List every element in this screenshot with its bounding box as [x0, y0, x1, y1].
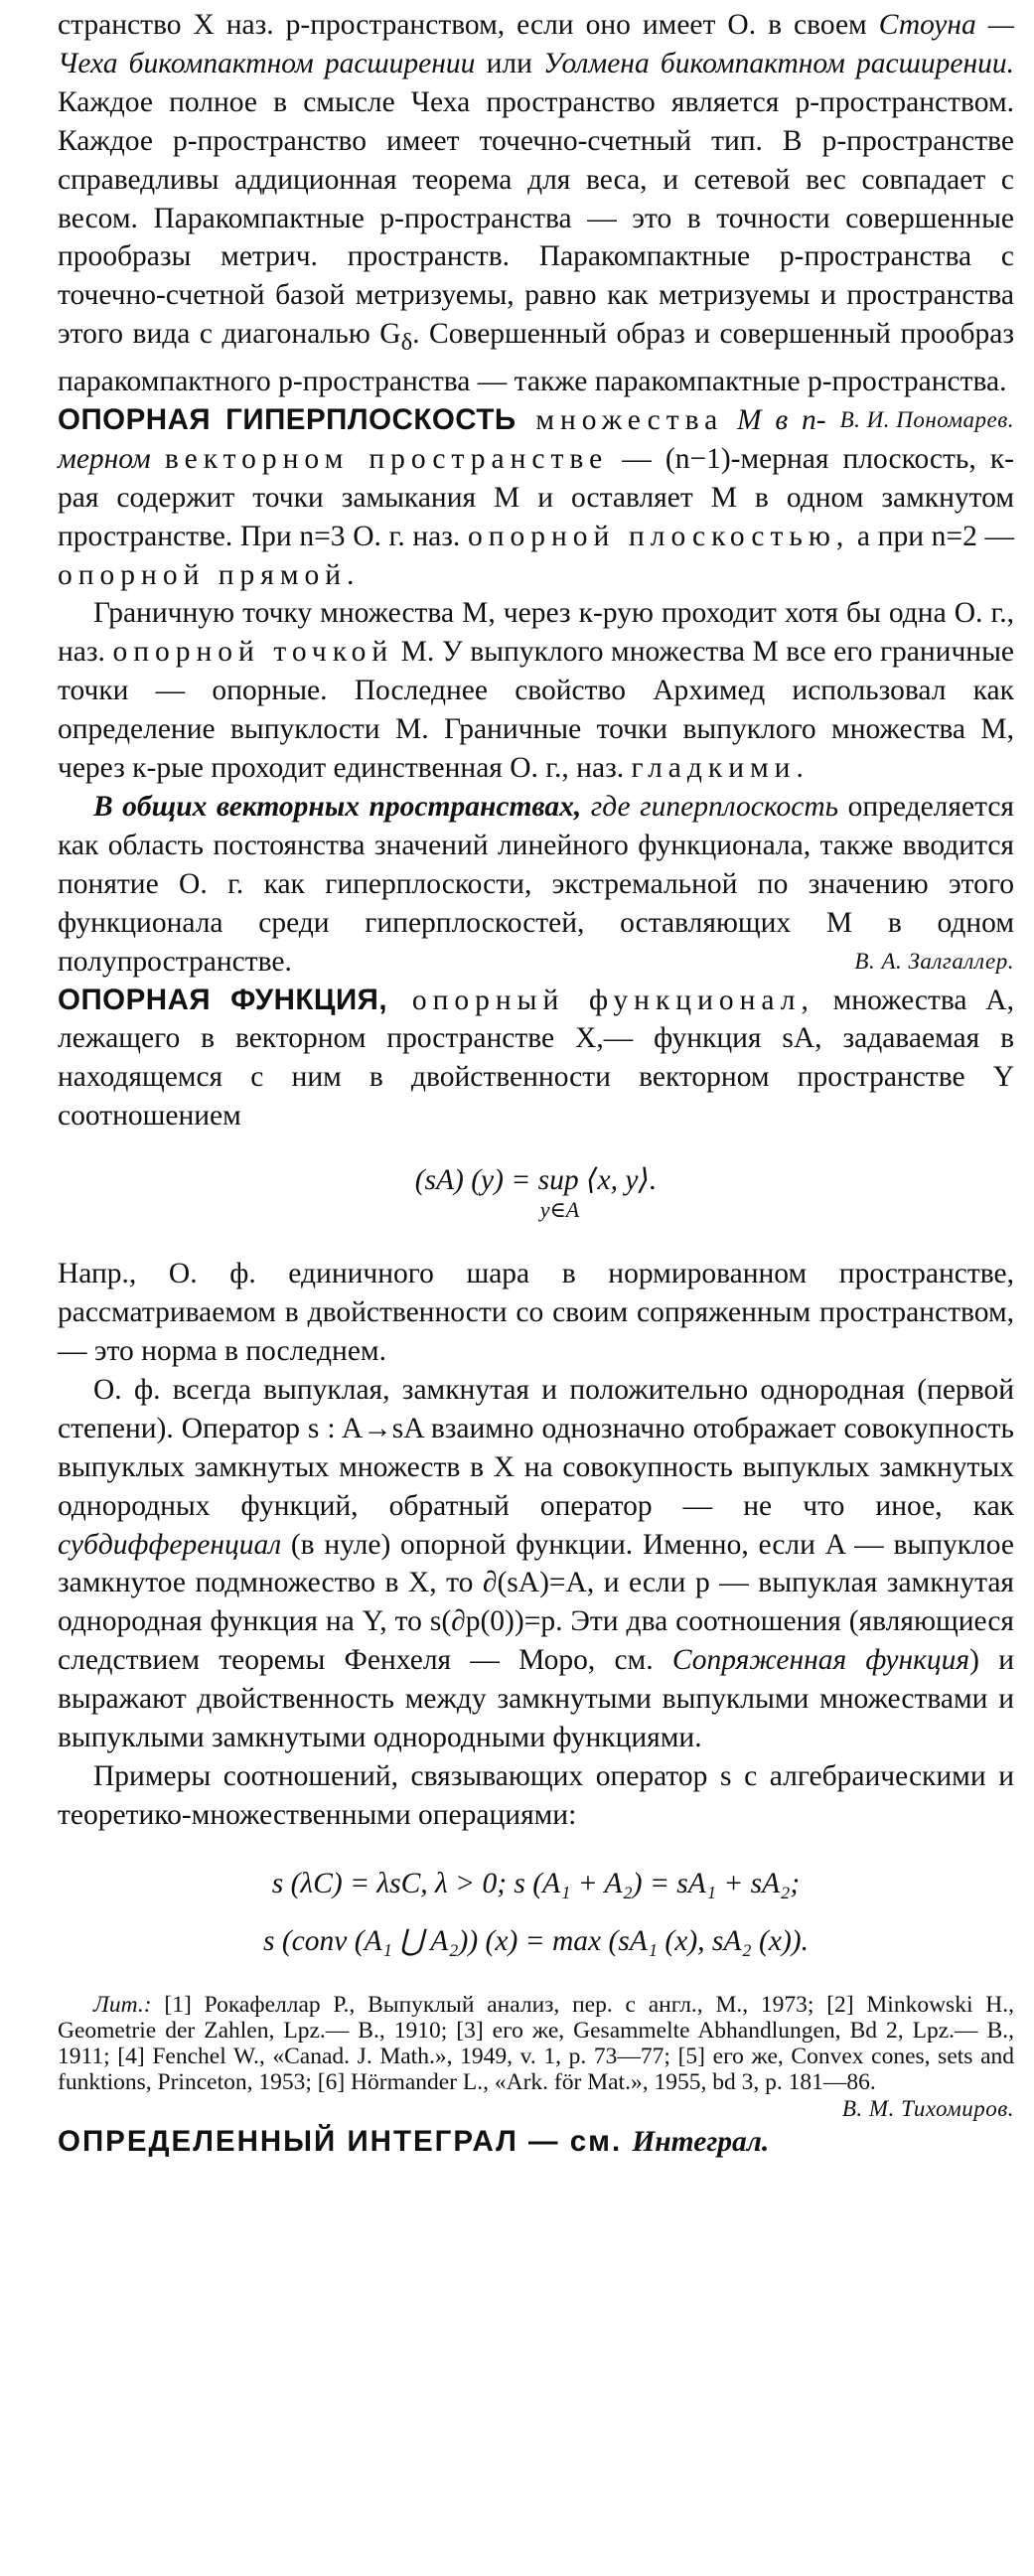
- text-run: множества A, лежащего в векторном пространстве X,— функция sA, задаваемая в находящемся с ним в двойственности векторном пространстве Y соотношением: [58, 984, 1014, 1133]
- spaced-text: векторном пространстве: [164, 442, 609, 475]
- paragraph: [58, 788, 1014, 982]
- cross-reference[interactable]: Интеграл.: [632, 2125, 770, 2158]
- spaced-text: опорной плоскостью,: [467, 520, 850, 552]
- text-run: Примеры соотношений, связывающих оператор s с алгебраическими и теоретико-множественными операциями:: [58, 1759, 1014, 1831]
- formula: s (conv (A₁ ⋃ A₂)) (x) = max (sA₁ (x), sA₂ (x)).: [263, 1924, 809, 1957]
- spaced-text: гладкими.: [631, 752, 810, 785]
- emphasis: В общих векторных пространствах,: [93, 791, 582, 824]
- paragraph: [58, 1757, 1014, 1835]
- text-run: — (n−1)-мерная плоскость, к-рая содержит точки замыкания M и оставляет M в одном замкнутом пространстве. При n=3 О. г. наз.: [58, 442, 1014, 552]
- text-run: а при n=2 —: [849, 520, 1014, 552]
- bibliography: [58, 1991, 1014, 2121]
- author-signature: В. А. Залгаллер.: [854, 948, 1014, 974]
- cross-reference[interactable]: Стоуна — Чеха бикомпактном расширении: [58, 9, 1014, 79]
- paragraph: [58, 1255, 1014, 1371]
- formula-examples: [58, 1855, 1014, 1970]
- bibliography-text: [1] Рокафеллар Р., Выпуклый анализ, пер. с англ., М., 1973; [2] Minkowski H., Geometrie der Zahlen, Lpz.— B., 1910; [3] его же, Gesammelte Abhandlungen, Bd 2, Lpz.— B., 1911; [4] Fenchel W., «Canad. J. Math.», 1949, v. 1, p. 73—77; [5] его же, Convex cones, sets and funktions, Princeton, 1953; [6] Hörmander L., «Ark. för Mat.», 1955, bd 3, p. 181—86.: [58, 1991, 1014, 2096]
- text-run: M в n-мерном: [58, 403, 826, 475]
- text-run: Каждое полное в смысле Чеха пространство является p-пространством. Каждое p-пространство имеет точечно-счетный тип. В p-пространстве справедливы аддиционная теорема для веса, и сетевой вес совпадает с весом. Паракомпактные p-пространства — это в точности совершенные прообразы метрич. пространств. Паракомпактные p-пространства с точечно-счетной базой метризуемы, равно как метризуемы и пространства этого вида с диагональю G: [58, 85, 1014, 351]
- formula-support-function: [58, 1161, 1014, 1221]
- text-run: . Совершенный образ и совершенный прообраз паракомпактного p-пространства — также паракомпактные p-пространства.: [58, 318, 1014, 398]
- spaced-text: опорный функционал,: [387, 984, 814, 1016]
- see-also: — см.: [517, 2124, 633, 2158]
- text-run: О. ф. всегда выпуклая, замкнутая и положительно однородная (первой степени). Оператор s : A→sA взаимно однозначно отображает совокупность выпуклых замкнутых множеств в X на совокупность выпуклых замкнутых однородных функций, обратный оператор — не что иное, как: [58, 1373, 1014, 1522]
- text-run: ) и выражают двойственность между замкнутыми выпуклыми множествами и выпуклыми замкнутыми однородными функциями.: [58, 1644, 1014, 1754]
- entry-title: ОПОРНАЯ ГИПЕРПЛОСКОСТЬ: [58, 402, 517, 436]
- entry-support-function: [58, 982, 1014, 1136]
- cross-reference[interactable]: Сопряженная функция: [671, 1644, 970, 1677]
- text-run: странство X наз. p-пространством, если оно имеет O. в своем: [58, 9, 879, 41]
- spaced-text: опорной прямой.: [58, 558, 361, 591]
- spaced-text: опорной точкой: [112, 636, 394, 669]
- emphasis: где гиперплоскость: [581, 791, 839, 824]
- entry-title: ОПРЕДЕЛЕННЫЙ ИНТЕГРАЛ: [58, 2124, 518, 2158]
- text-run: определяется как область постоянства значений линейного функционала, также вводится понятие О. г. как гиперплоскости, экстремальной по значению этого функционала среди гиперплоскостей, оставляющих M в одном полупространстве.: [58, 791, 1014, 978]
- text-run: Граничную точку множества M, через к-рую проходит хотя бы одна О. г., наз.: [58, 597, 1014, 669]
- text-run: M. У выпуклого множества M все его граничные точки — опорные. Последнее свойство Архимед использовал как определение выпуклости M. Граничные точки выпуклого множества M, через к-рые проходит единственная О. г., наз.: [58, 636, 1015, 785]
- text-run: Напр., О. ф. единичного шара в нормированном пространстве, рассматриваемом в двойственности со своим сопряженным пространством,— это норма в последнем.: [58, 1258, 1014, 1367]
- paragraph: [58, 1371, 1014, 1757]
- formula: (sA) (y) = sup ⟨x, y⟩.: [414, 1164, 658, 1197]
- text-run: (в нуле) опорной функции. Именно, если A — выпуклое замкнутое подмножество в X, то ∂(sA)=A, и если p — выпуклая замкнутая однородная функция на Y, то s(∂p(0))=p. Эти два соотношения (являющиеся следствием теоремы Фенхеля — Моро, см.: [58, 1528, 1014, 1677]
- subscript: δ: [400, 329, 413, 357]
- entry-definite-integral: [58, 2122, 1014, 2162]
- formula-subscript: y∈A: [539, 1197, 580, 1223]
- spaced-text: множества: [516, 403, 724, 436]
- entry-title: ОПОРНАЯ ФУНКЦИЯ,: [58, 983, 388, 1016]
- formula: s (λC) = λsC, λ > 0; s (A₁ + A₂) = sA₁ + sA₂;: [271, 1867, 801, 1899]
- cross-reference[interactable]: субдифференциал: [58, 1528, 282, 1561]
- cross-reference[interactable]: Уолмена бикомпактном расширении.: [543, 47, 1015, 79]
- bibliography-label: Лит.:: [93, 1991, 152, 2018]
- author-signature: В. И. Пономарев.: [839, 406, 1014, 432]
- paragraph: [58, 594, 1014, 788]
- text-run: или: [475, 47, 544, 79]
- author-signature: В. М. Тихомиров.: [841, 2095, 1014, 2121]
